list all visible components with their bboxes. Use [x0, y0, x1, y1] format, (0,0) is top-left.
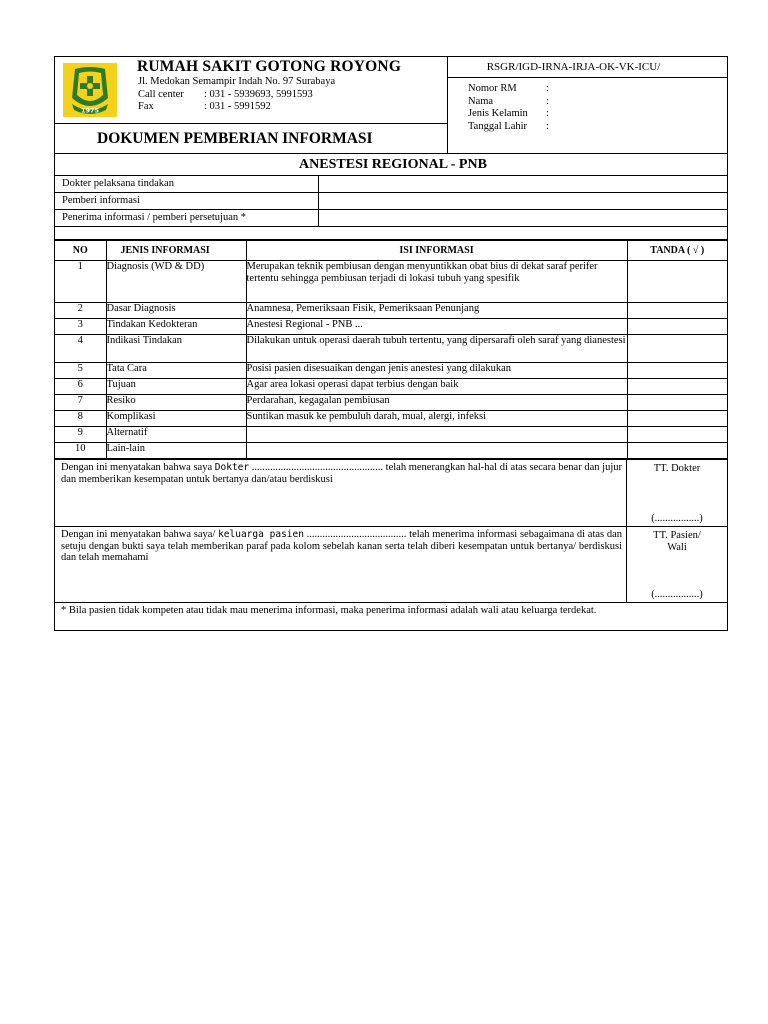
table-row: [55, 427, 727, 443]
row-tanda-checkbox[interactable]: [627, 335, 727, 363]
row-jenis: Lain-lain: [106, 443, 246, 459]
patient-role: keluarga pasien: [218, 529, 304, 540]
table-row: [55, 395, 727, 411]
fax-line: Fax : 031 - 5991592: [138, 101, 271, 112]
doctor-role: Dokter: [214, 462, 250, 473]
hospital-block: [55, 57, 448, 153]
row-number: 8: [55, 411, 106, 427]
row-jenis: Resiko: [106, 395, 246, 411]
consent-document: [54, 56, 728, 631]
header-jenis: JENIS INFORMASI: [106, 241, 246, 261]
patient-field-gender[interactable]: Jenis Kelamin :: [468, 108, 549, 119]
row-isi: Agar area lokasi operasi dapat terbius dengan baik: [246, 379, 627, 395]
row-tanda-checkbox[interactable]: [627, 427, 727, 443]
row-number: 1: [55, 261, 106, 303]
participant-row: [55, 210, 727, 227]
row-isi: Merupakan teknik pembiusan dengan menyuntikkan obat bius di dekat saraf perifer tertentu sehingga pembiusan terjadi di lokasi tubuh yang spesifik: [246, 261, 627, 303]
row-tanda-checkbox[interactable]: [627, 319, 727, 335]
doctor-signature-line: (.................): [651, 513, 703, 524]
spacer-row: [55, 227, 727, 240]
patient-field-name[interactable]: Nama :: [468, 95, 549, 107]
row-tanda-checkbox[interactable]: [627, 363, 727, 379]
information-table: [55, 240, 727, 459]
hospital-name: RUMAH SAKIT GOTONG ROYONG: [137, 58, 402, 75]
row-jenis: Tata Cara: [106, 363, 246, 379]
row-jenis: Tindakan Kedokteran: [106, 319, 246, 335]
call-center-number: : 031 - 5939693, 5991593: [204, 88, 313, 100]
document-title: DOKUMEN PEMBERIAN INFORMASI: [97, 129, 373, 147]
patient-field-rm[interactable]: Nomor RM :: [468, 83, 549, 94]
participant-row: [55, 176, 727, 193]
table-row: [55, 319, 727, 335]
patient-signature-label: TT. Pasien/ Wali: [653, 530, 701, 553]
row-isi: Dilakukan untuk operasi daerah tubuh tertentu, yang dipersarafi oleh saraf yang dianestesi: [246, 335, 627, 363]
row-number: 9: [55, 427, 106, 443]
row-number: 10: [55, 443, 106, 459]
row-tanda-checkbox[interactable]: [627, 303, 727, 319]
row-isi: Posisi pasien disesuaikan dengan jenis anestesi yang dilakukan: [246, 363, 627, 379]
participant-input[interactable]: [319, 210, 727, 226]
section-title: ANESTESI REGIONAL - PNB: [55, 154, 727, 176]
table-header-row: [55, 241, 727, 261]
doctor-statement: Dengan ini menyatakan bahwa saya Dokter .................................................. telah menerangkan hal-hal di atas secara benar dan jujur dan memberikan kesempatan untuk bertanya dan/atau berdiskusi TT. Dokter (.................): [55, 459, 727, 527]
row-jenis: Dasar Diagnosis: [106, 303, 246, 319]
header-no: NO: [55, 241, 106, 261]
row-jenis: Komplikasi: [106, 411, 246, 427]
logo-year: 1975: [80, 106, 100, 115]
row-number: 3: [55, 319, 106, 335]
row-tanda-checkbox[interactable]: [627, 261, 727, 303]
row-number: 5: [55, 363, 106, 379]
participant-label: Pemberi informasi: [55, 193, 319, 209]
call-center-line: Call center : 031 - 5939693, 5991593: [138, 88, 313, 100]
form-code: RSGR/IGD-IRNA-IRJA-OK-VK-ICU/: [448, 57, 727, 78]
patient-signature-line: (.................): [651, 589, 703, 600]
table-row: [55, 443, 727, 459]
participant-row: [55, 193, 727, 210]
footnote: * Bila pasien tidak kompeten atau tidak mau menerima informasi, maka penerima informasi adalah wali atau keluarga terdekat.: [61, 605, 597, 616]
table-row: [55, 411, 727, 427]
participant-input[interactable]: [319, 193, 727, 209]
header-isi: ISI INFORMASI: [246, 241, 627, 261]
row-isi[interactable]: [246, 427, 627, 443]
row-isi: Anestesi Regional - PNB ...: [246, 319, 627, 335]
patient-statement: Dengan ini menyatakan bahwa saya/ keluarga pasien ...................................... telah menerima informasi sebagaimana di atas dan setuju dengan bukti saya telah memberikan paraf pada kolom sebelah kanan serta telah diberi kesempatan untuk bertanya/ berdiskusi dan telah memahami TT. Pasien/ Wali (.................): [55, 527, 727, 603]
table-row: [55, 261, 727, 303]
document-header: [55, 57, 727, 154]
row-tanda-checkbox[interactable]: [627, 443, 727, 459]
row-jenis: Tujuan: [106, 379, 246, 395]
hospital-logo-icon: [62, 62, 118, 118]
row-isi: Suntikan masuk ke pembuluh darah, mual, alergi, infeksi: [246, 411, 627, 427]
participant-label: Penerima informasi / pemberi persetujuan *: [55, 210, 319, 226]
table-row: [55, 303, 727, 319]
row-jenis: Alternatif: [106, 427, 246, 443]
fax-number: : 031 - 5991592: [204, 101, 271, 112]
table-row: [55, 335, 727, 363]
row-tanda-checkbox[interactable]: [627, 411, 727, 427]
row-number: 7: [55, 395, 106, 411]
row-number: 6: [55, 379, 106, 395]
hospital-logo: [55, 57, 125, 123]
row-jenis: Indikasi Tindakan: [106, 335, 246, 363]
row-isi: Perdarahan, kegagalan pembiusan: [246, 395, 627, 411]
header-tanda: TANDA ( √ ): [627, 241, 727, 261]
patient-field-dob[interactable]: Tanggal Lahir :: [468, 120, 549, 132]
patient-signature-box[interactable]: [627, 527, 727, 602]
patient-block: [448, 57, 727, 153]
row-isi[interactable]: [246, 443, 627, 459]
row-tanda-checkbox[interactable]: [627, 379, 727, 395]
doctor-signature-label: TT. Dokter: [653, 463, 701, 474]
row-jenis: Diagnosis (WD & DD): [106, 261, 246, 303]
row-isi: Anamnesa, Pemeriksaan Fisik, Pemeriksaan Penunjang: [246, 303, 627, 319]
table-row: [55, 363, 727, 379]
row-number: 4: [55, 335, 106, 363]
hospital-address: Jl. Medokan Semampir Indah No. 97 Surabaya: [138, 76, 336, 87]
row-number: 2: [55, 303, 106, 319]
participant-input[interactable]: [319, 176, 727, 192]
participant-label: Dokter pelaksana tindakan: [55, 176, 319, 192]
row-tanda-checkbox[interactable]: [627, 395, 727, 411]
table-row: [55, 379, 727, 395]
doctor-signature-box[interactable]: [627, 460, 727, 526]
